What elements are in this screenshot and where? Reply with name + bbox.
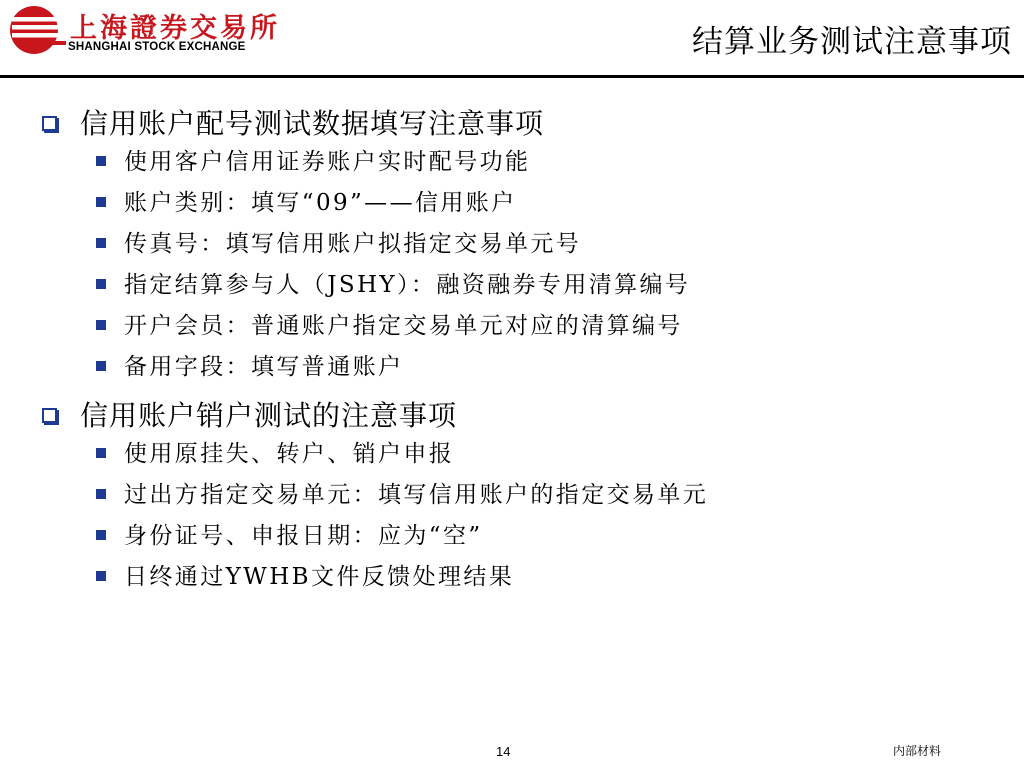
section-account-closing xyxy=(40,396,1000,602)
list-item-text: 指定结算参与人（JSHY）：融资融券专用清算编号 xyxy=(124,272,691,298)
list-item-text: 账户类别：填写“09”——信用账户 xyxy=(124,190,517,216)
list-item-text: 过出方指定交易单元：填写信用账户的指定交易单元 xyxy=(124,482,709,508)
logo-english-name: SHANGHAI STOCK EXCHANGE xyxy=(68,41,246,53)
header-divider xyxy=(0,75,1024,78)
square-bullet-icon xyxy=(96,530,106,540)
section-heading-text: 信用账户销户测试的注意事项 xyxy=(80,399,458,432)
list-item xyxy=(40,269,1000,310)
square-bullet-icon xyxy=(96,361,106,371)
checkbox-icon xyxy=(42,408,57,423)
square-bullet-icon xyxy=(96,156,106,166)
slide-title: 结算业务测试注意事项 xyxy=(692,24,1012,60)
list-item xyxy=(40,479,1000,520)
square-bullet-icon xyxy=(96,197,106,207)
square-bullet-icon xyxy=(96,489,106,499)
section-heading xyxy=(40,396,1000,438)
list-item-text: 开户会员：普通账户指定交易单元对应的清算编号 xyxy=(124,313,683,339)
sse-logo xyxy=(8,4,278,60)
list-item-text: 身份证号、申报日期：应为“空” xyxy=(124,523,483,549)
page-number: 14 xyxy=(496,744,511,759)
list-item-text: 传真号：填写信用账户拟指定交易单元号 xyxy=(124,231,582,257)
bullet-list xyxy=(40,146,1000,392)
list-item-text: 日终通过YWHB文件反馈处理结果 xyxy=(124,564,515,590)
square-bullet-icon xyxy=(96,571,106,581)
list-item xyxy=(40,561,1000,602)
section-account-numbering xyxy=(40,104,1000,392)
list-item xyxy=(40,146,1000,187)
list-item xyxy=(40,438,1000,479)
list-item xyxy=(40,228,1000,269)
list-item xyxy=(40,310,1000,351)
logo-chinese-name: 上海證券交易所 xyxy=(70,13,280,44)
bullet-list xyxy=(40,438,1000,602)
square-bullet-icon xyxy=(96,320,106,330)
section-heading-text: 信用账户配号测试数据填写注意事项 xyxy=(80,107,545,140)
internal-material-note: 内部材料 xyxy=(893,744,942,758)
list-item xyxy=(40,187,1000,228)
square-bullet-icon xyxy=(96,238,106,248)
slide-content xyxy=(40,104,1000,606)
slide-header xyxy=(0,0,1024,80)
section-heading xyxy=(40,104,1000,146)
list-item xyxy=(40,351,1000,392)
square-bullet-icon xyxy=(96,448,106,458)
list-item-text: 备用字段：填写普通账户 xyxy=(124,354,404,380)
list-item-text: 使用原挂失、转户、销户申报 xyxy=(124,441,455,467)
list-item-text: 使用客户信用证券账户实时配号功能 xyxy=(124,149,531,175)
list-item xyxy=(40,520,1000,561)
square-bullet-icon xyxy=(96,279,106,289)
checkbox-icon xyxy=(42,116,57,131)
sse-emblem-icon xyxy=(8,4,66,56)
